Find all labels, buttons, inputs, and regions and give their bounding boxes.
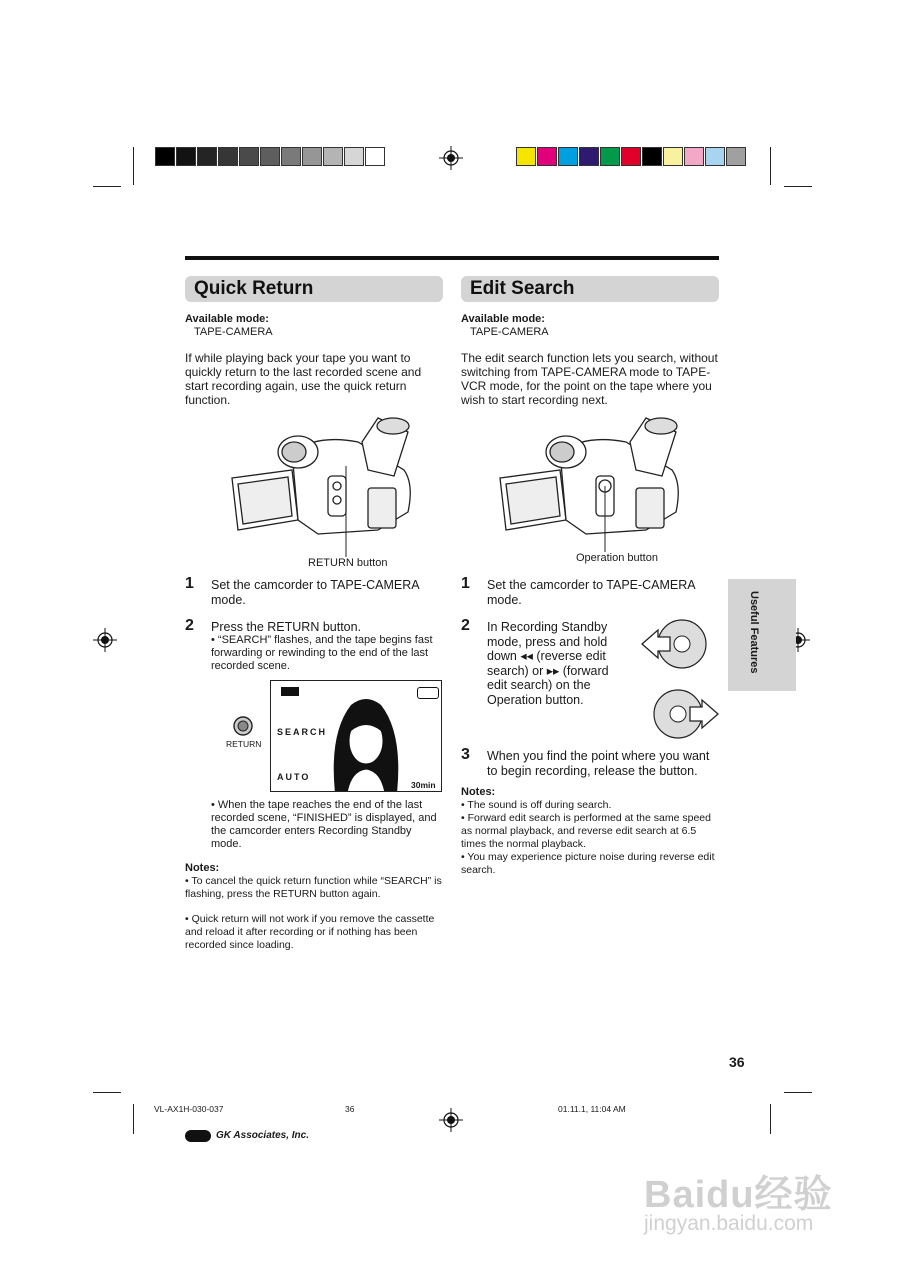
color-swatch xyxy=(558,147,578,166)
side-tab-label: Useful Features xyxy=(748,591,760,674)
reverse-search-diagram xyxy=(640,618,708,670)
crop-mark xyxy=(770,1104,771,1134)
step-text: Set the camcorder to TAPE-CAMERA mode. xyxy=(487,578,695,607)
edit-search-title: Edit Search xyxy=(461,276,719,302)
registration-mark xyxy=(439,1108,463,1132)
registration-mark xyxy=(439,146,463,170)
step-text: Set the camcorder to TAPE-CAMERA mode. xyxy=(211,578,419,607)
camcorder-illustration xyxy=(496,412,686,562)
step-number: 2 xyxy=(461,617,470,634)
crop-mark xyxy=(93,186,121,187)
color-swatch xyxy=(365,147,385,166)
registration-mark xyxy=(93,628,117,652)
crop-mark xyxy=(133,1104,134,1134)
note-item: • Quick return will not work if you remove the cassette and reload it after recording or if nothing has been recorded since loading. xyxy=(185,913,435,951)
page-number: 36 xyxy=(729,1054,745,1070)
forward-search-diagram xyxy=(652,688,720,740)
intro-text: The edit search function lets you search, without switching from TAPE-CAMERA mode to TAPE-VCR mode, for the point on the tape where you wish to start recording next. xyxy=(461,351,718,407)
auto-indicator: AUTO xyxy=(277,772,311,782)
color-swatch xyxy=(323,147,343,166)
available-mode-value: TAPE-CAMERA xyxy=(470,326,549,338)
color-swatch xyxy=(642,147,662,166)
step-number: 2 xyxy=(185,617,194,634)
color-swatch xyxy=(537,147,557,166)
color-swatch xyxy=(302,147,322,166)
crop-mark xyxy=(784,186,812,187)
step-number: 3 xyxy=(461,746,470,763)
color-swatch xyxy=(621,147,641,166)
note-item: • The sound is off during search. xyxy=(461,799,612,811)
notes-label: Notes: xyxy=(461,786,496,798)
color-swatch xyxy=(600,147,620,166)
color-swatch xyxy=(239,147,259,166)
color-swatch xyxy=(726,147,746,166)
color-swatch xyxy=(684,147,704,166)
step-text: When you find the point where you want to begin recording, release the button. xyxy=(487,749,710,778)
quick-return-title: Quick Return xyxy=(185,276,443,302)
step-text: In Recording Standby mode, press and hold down ◂◂ (reverse edit search) or ▸▸ (forward edit search) on the Operation button. xyxy=(487,620,609,707)
step-bullet: • “SEARCH” flashes, and the tape begins fast forwarding or rewinding to the end of the last recorded scene. xyxy=(211,634,433,672)
footer-page: 36 xyxy=(345,1104,355,1114)
person-illustration xyxy=(321,693,411,792)
gk-logo-icon xyxy=(185,1130,211,1142)
notes-label: Notes: xyxy=(185,862,220,874)
available-mode-label: Available mode: xyxy=(185,313,269,325)
battery-icon xyxy=(281,687,299,696)
available-mode-label: Available mode: xyxy=(461,313,545,325)
color-swatch xyxy=(663,147,683,166)
color-swatch xyxy=(579,147,599,166)
cassette-icon xyxy=(417,687,439,699)
footer-logo-text: GK Associates, Inc. xyxy=(216,1130,309,1141)
color-swatch xyxy=(218,147,238,166)
crop-mark xyxy=(133,147,134,185)
color-swatch xyxy=(705,147,725,166)
header-rule xyxy=(185,256,719,260)
return-label: RETURN xyxy=(226,739,262,749)
search-indicator: SEARCH xyxy=(277,727,328,737)
note-item: • You may experience picture noise during reverse edit search. xyxy=(461,851,715,876)
baidu-watermark-url: jingyan.baidu.com xyxy=(644,1212,814,1235)
available-mode-value: TAPE-CAMERA xyxy=(194,326,273,338)
crop-mark xyxy=(770,147,771,185)
color-swatch xyxy=(176,147,196,166)
useful-features-tab xyxy=(728,579,796,691)
step-number: 1 xyxy=(185,575,194,592)
note-item: • To cancel the quick return function while “SEARCH” is flashing, press the RETURN button again. xyxy=(185,875,442,900)
intro-text: If while playing back your tape you want to quickly return to the last recorded scene and start recording again, use the quick return function. xyxy=(185,351,422,407)
operation-button-callout: Operation button xyxy=(576,552,658,564)
step-number: 1 xyxy=(461,575,470,592)
color-swatch xyxy=(197,147,217,166)
step-text: Press the RETURN button. xyxy=(211,620,362,634)
step-bullet: • When the tape reaches the end of the last recorded scene, “FINISHED” is displayed, and the camcorder enters Recording Standby mode. xyxy=(211,799,437,850)
footer-file: VL-AX1H-030-037 xyxy=(154,1104,224,1114)
time-remaining: 30min xyxy=(411,780,436,790)
viewfinder-screen xyxy=(270,680,442,792)
color-swatch xyxy=(516,147,536,166)
return-button-icon xyxy=(232,715,254,737)
color-swatch xyxy=(155,147,175,166)
camcorder-illustration xyxy=(228,412,418,562)
crop-mark xyxy=(784,1092,812,1093)
baidu-watermark: Baidu经验 xyxy=(644,1174,833,1216)
color-swatch xyxy=(344,147,364,166)
color-swatch xyxy=(260,147,280,166)
crop-mark xyxy=(93,1092,121,1093)
color-swatch xyxy=(281,147,301,166)
note-item: • Forward edit search is performed at the same speed as normal playback, and reverse edit search at 6.5 times the normal playback. xyxy=(461,812,711,850)
return-button-callout: RETURN button xyxy=(308,557,388,569)
footer-date: 01.11.1, 11:04 AM xyxy=(558,1104,626,1114)
